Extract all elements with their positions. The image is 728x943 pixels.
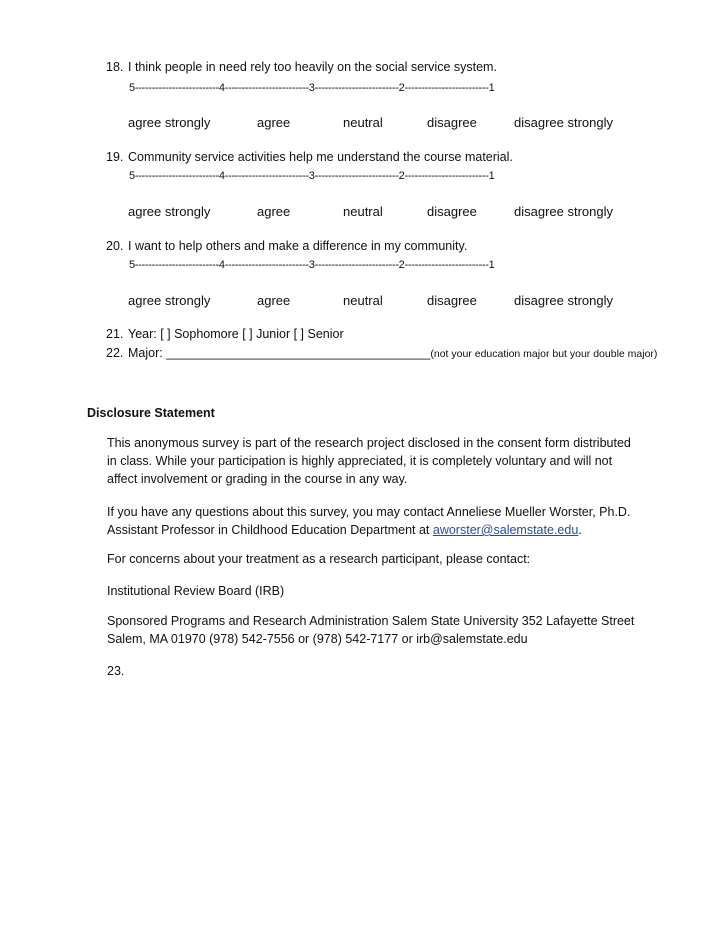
option-agree: agree	[257, 204, 291, 219]
question-text: I think people in need rely too heavily on the social service system.	[128, 60, 497, 74]
question-number: 22.	[106, 346, 124, 360]
option-agree-strongly: agree strongly	[128, 115, 211, 130]
contact-email-link[interactable]: aworster@salemstate.edu	[432, 523, 579, 537]
rating-scale-19: 5-------------------------4-------------------------3-------------------------2-------------------------1	[129, 170, 495, 182]
irb-name: Institutional Review Board (IRB)	[107, 584, 285, 598]
question-18	[106, 60, 497, 74]
question-20	[106, 239, 467, 253]
option-agree: agree	[257, 115, 291, 130]
major-note: (not your education major but your double major)	[430, 348, 658, 360]
contact-text: If you have any questions about this survey, you may contact Anneliese Mueller Worster, Ph.D. Assistant Professor in Childhood Education Department at	[107, 505, 631, 537]
question-text: Community service activities help me understand the course material.	[128, 150, 513, 164]
option-agree-strongly: agree strongly	[128, 293, 211, 308]
question-19	[106, 150, 513, 164]
question-23: 23.	[107, 664, 125, 678]
irb-address: Sponsored Programs and Research Administration Salem State University 352 Lafayette Street Salem, MA 01970 (978) 542-7556 or (978) 542-7177 or irb@salemstate.edu	[107, 614, 635, 646]
disclosure-paragraph-2	[107, 503, 637, 539]
question-number: 20.	[106, 239, 124, 253]
option-neutral: neutral	[343, 115, 383, 130]
option-disagree: disagree	[427, 204, 477, 219]
major-field: Major: ______________________________________	[128, 346, 431, 360]
rating-scale-18: 5-------------------------4-------------------------3-------------------------2-------------------------1	[129, 82, 495, 94]
option-agree: agree	[257, 293, 291, 308]
option-neutral: neutral	[343, 204, 383, 219]
question-22	[106, 346, 657, 360]
option-disagree-strongly: disagree strongly	[514, 293, 613, 308]
question-text: I want to help others and make a difference in my community.	[128, 239, 468, 253]
question-number: 19.	[106, 150, 124, 164]
option-disagree: disagree	[427, 115, 477, 130]
option-neutral: neutral	[343, 293, 383, 308]
disclosure-paragraph-1: This anonymous survey is part of the research project disclosed in the consent form distributed in class. While your participation is highly appreciated, it is completely voluntary and will not affect involvement or grading in the course in any way.	[107, 436, 631, 486]
disclosure-heading: Disclosure Statement	[87, 406, 215, 420]
option-disagree: disagree	[427, 293, 477, 308]
option-disagree-strongly: disagree strongly	[514, 115, 613, 130]
disclosure-paragraph-3: For concerns about your treatment as a research participant, please contact:	[107, 552, 531, 566]
option-agree-strongly: agree strongly	[128, 204, 211, 219]
question-number: 21.	[106, 327, 124, 341]
rating-scale-20: 5-------------------------4-------------------------3-------------------------2-------------------------1	[129, 259, 495, 271]
year-options: Year: [ ] Sophomore [ ] Junior [ ] Senior	[128, 327, 344, 341]
contact-text-end: .	[578, 523, 582, 537]
question-21	[106, 327, 344, 341]
option-disagree-strongly: disagree strongly	[514, 204, 613, 219]
question-number: 18.	[106, 60, 124, 74]
